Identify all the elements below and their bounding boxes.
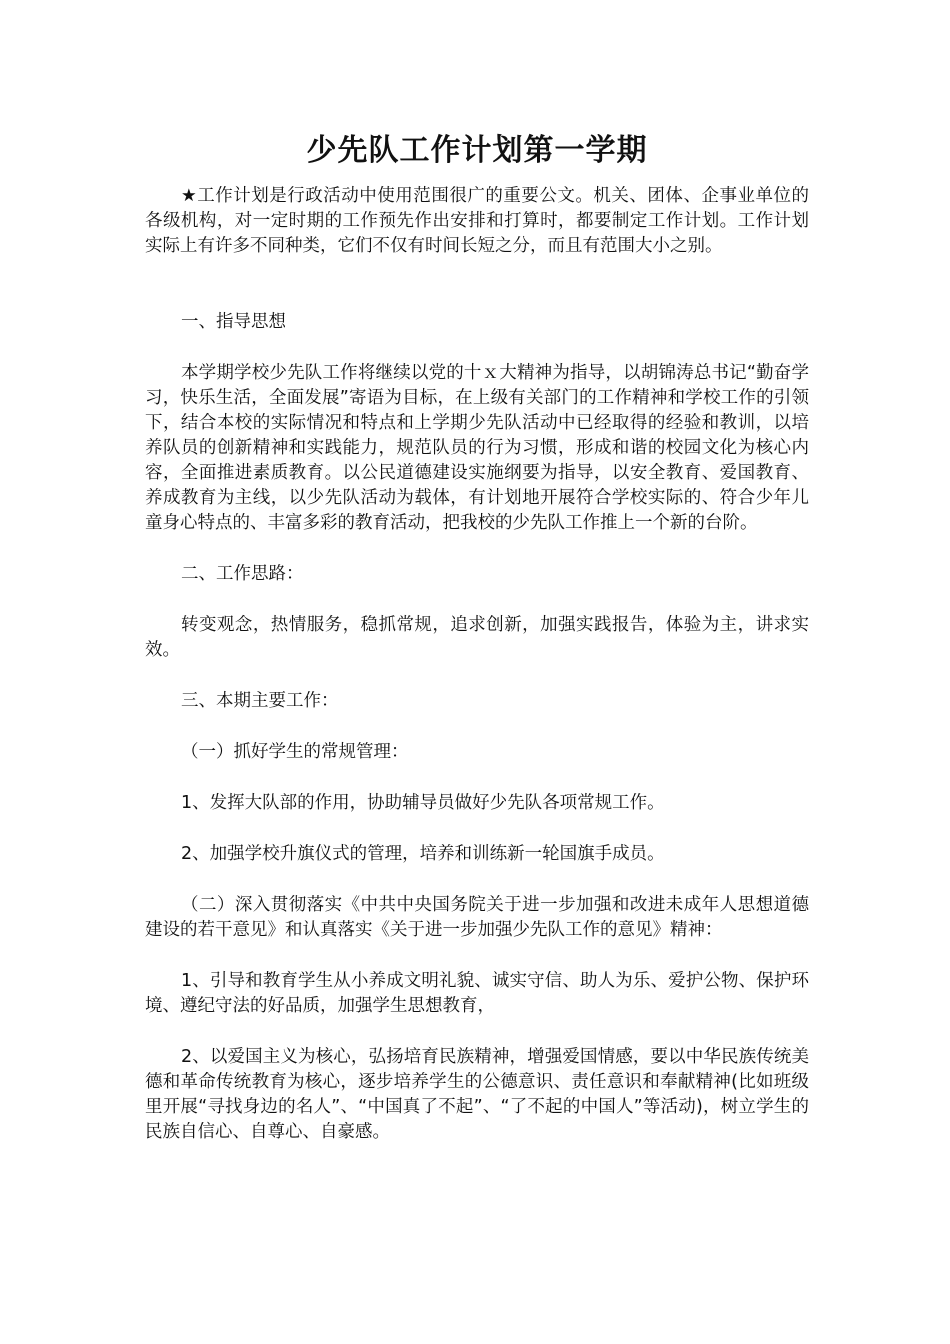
sub1-item1: 1、发挥大队部的作用，协助辅导员做好少先队各项常规工作。 [181, 793, 665, 813]
sub1-heading: （一）抓好学生的常规管理： [181, 742, 409, 762]
intro-paragraph: ★工作计划是行政活动中使用范围很广的重要公文。机关、团体、企事业单位的各级机构，对一定时期的工作预先作出安排和打算时，都要制定工作计划。工作计划实际上有许多不同种类，它们不仅有时间长短之分，而且有范围大小之别。 [145, 186, 809, 256]
page-title: 少先队工作计划第一学期 [306, 133, 648, 168]
section1-heading: 一、指导思想 [181, 312, 286, 332]
section3-heading: 三、本期主要工作： [181, 691, 339, 711]
section2-body: 转变观念，热情服务，稳抓常规，追求创新，加强实践报告，体验为主，讲求实效。 [145, 615, 809, 660]
section1-body: 本学期学校少先队工作将继续以党的十ｘ大精神为指导，以胡锦涛总书记“勤奋学习，快乐生活，全面发展”寄语为目标，在上级有关部门的工作精神和学校工作的引领下，结合本校的实际情况和特点和上学期少先队活动中已经取得的经验和教训，以培养队员的创新精神和实践能力，规范队员的行为习惯，形成和谐的校园文化为核心内容，全面推进素质教育。以公民道德建设实施纲要为指导，以安全教育、爱国教育、养成教育为主线，以少先队活动为载体，有计划地开展符合学校实际的、符合少年儿童身心特点的、丰富多彩的教育活动，把我校的少先队工作推上一个新的台阶。 [145, 363, 809, 533]
sub2-item2: 2、以爱国主义为核心，弘扬培育民族精神，增强爱国情感，要以中华民族传统美德和革命传统教育为核心，逐步培养学生的公德意识、责任意识和奉献精神(比如班级里开展“寻找身边的名人”、“中国真了不起”、“了不起的中国人”等活动)，树立学生的民族自信心、自尊心、自豪感。 [145, 1047, 809, 1142]
sub1-item2: 2、加强学校升旗仪式的管理，培养和训练新一轮国旗手成员。 [181, 844, 665, 864]
document-page [145, 128, 809, 1145]
section2-heading: 二、工作思路： [181, 564, 304, 584]
sub2-heading: （二）深入贯彻落实《中共中央国务院关于进一步加强和改进未成年人思想道德建设的若干意见》和认真落实《关于进一步加强少先队工作的意见》精神： [145, 895, 809, 940]
sub2-item1: 1、引导和教育学生从小养成文明礼貌、诚实守信、助人为乐、爱护公物、保护环境、遵纪守法的好品质，加强学生思想教育， [145, 971, 809, 1016]
